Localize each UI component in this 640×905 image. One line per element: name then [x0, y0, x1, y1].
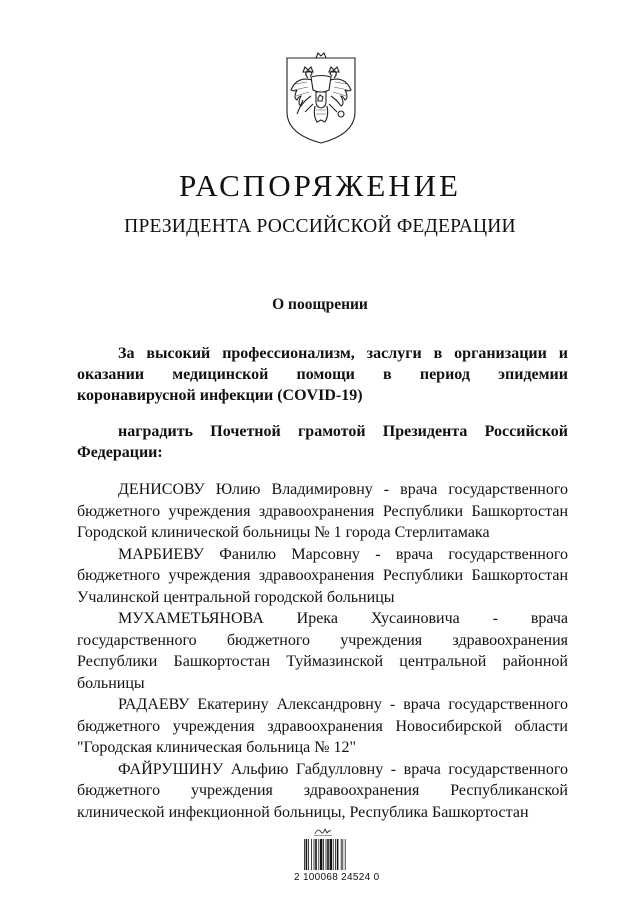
- intro-paragraph: За высокий профессионализм, заслуги в организации и оказании медицинской помощи в период эпидемии коронавирусной инфекции (COVID-19): [77, 345, 568, 404]
- recipient-item: МАРБИЕВУ Фанилю Марсовну - врача государственного бюджетного учреждения здравоохранения Республики Башкортостан Учалинской центральной городской больницы: [77, 545, 568, 606]
- award-paragraph: наградить Почетной грамотой Президента Российской Федерации:: [77, 423, 568, 461]
- document-subject: О поощрении: [272, 296, 368, 313]
- document-title: РАСПОРЯЖЕНИЕ: [179, 168, 461, 203]
- recipient-item: ДЕНИСОВУ Юлию Владимировну - врача государственного бюджетного учреждения здравоохранения Республики Башкортостан Городской клинической больницы № 1 города Стерлитамака: [77, 481, 568, 541]
- barcode-number: 2 100068 24524 0: [294, 872, 380, 883]
- recipient-item: ФАЙРУШИНУ Альфию Габдулловну - врача государственного бюджетного учреждения здравоохранения Республиканской клинической инфекционной больницы, Республика Башкортостан: [77, 760, 568, 821]
- document-subtitle: ПРЕЗИДЕНТА РОССИЙСКОЙ ФЕДЕРАЦИИ: [124, 216, 516, 237]
- recipient-item: РАДАЕВУ Екатерину Александровну - врача государственного бюджетного учреждения здравоохранения Новосибирской области "Городская клиническая больница № 12": [77, 696, 568, 756]
- signature-mark-icon: [314, 826, 332, 836]
- barcode-icon: [304, 839, 360, 870]
- recipient-item: МУХАМЕТЬЯНОВА Ирека Хусаиновича - врача государственного бюджетного учреждения здравоохранения Республики Башкортостан Туймазинской центральной районной больницы: [77, 610, 568, 692]
- coat-of-arms-icon: [283, 50, 359, 146]
- recipient-list: [77, 479, 568, 823]
- barcode-block: [294, 826, 380, 886]
